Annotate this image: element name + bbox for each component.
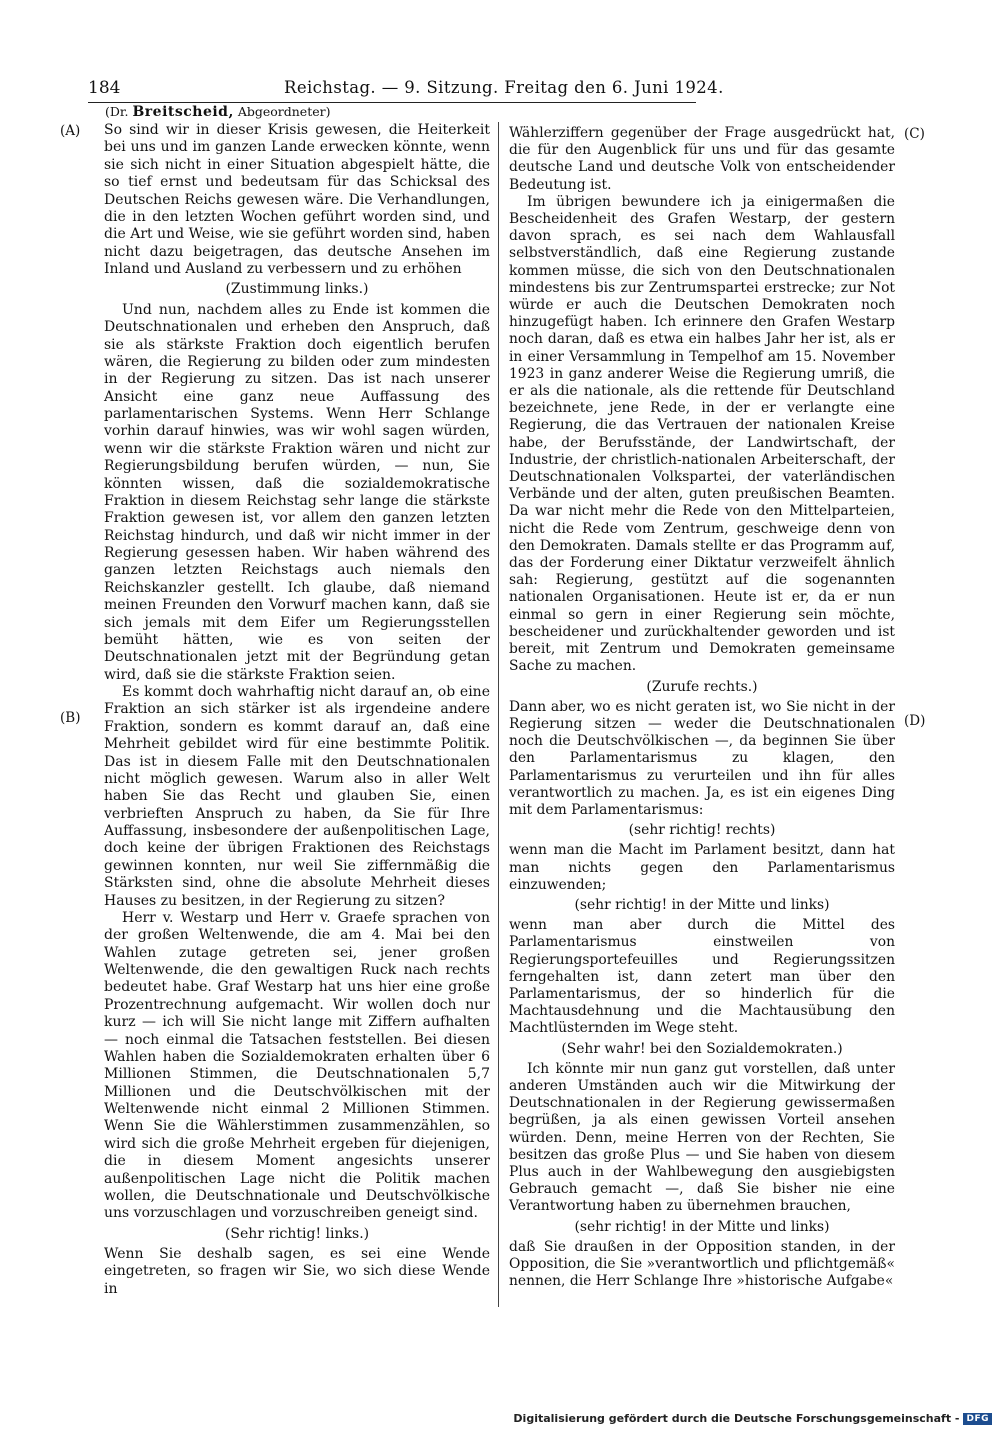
interjection: (sehr richtig! rechts) [628,822,776,839]
interjection: (sehr richtig! in der Mitte und links) [574,896,830,913]
interjection: (sehr richtig! in der Mitte und links) [574,1218,830,1235]
paragraph: wenn man aber durch die Mittel des Parlamentarismus einstweilen von Regierungsportefeuilles und Regierungssitzen ferngehalten ist, dann zetert man über den Parlamentarismus, der so hinderlich für die Machtausdehnung und die Machtausübung den Machtlüsternden im Wege steht. [509,917,895,1037]
page-header [88,76,724,103]
speaker-name: Breitscheid, [132,104,234,120]
left-column [104,122,490,1298]
speaker-prefix: (Dr. [105,104,129,119]
right-column [509,125,895,1290]
footer [513,1412,992,1425]
paragraph: Und nun, nachdem alles zu Ende ist kommen die Deutschnationalen und erheben den Anspruch, daß sie als stärkste Fraktion doch eigentlich berufen wären, die Regierung zu bilden oder zum mindesten in der Regierung zu sitzen. Das ist nach unserer Ansicht eine ganz neue Auffassung des parlamentarischen Systems. Wenn Herr Schlange vorhin darauf hinwies, was wir wohl sagen würden, wenn wir die stärkste Fraktion wären und nicht zur Regierungsbildung berufen würden, — nun, Sie könnten wissen, daß die sozialdemokratische Fraktion in diesem Reichstag sehr lange die stärkste Fraktion gewesen ist, vor allem den ganzen letzten Reichstag hindurch, und daß wir nicht immer in der Regierung gesessen haben. Wir haben während des ganzen letzten Reichstags auch niemals den Reichskanzler gestellt. Ich glaube, daß niemand meinen Freunden den Vorwurf machen kann, daß sie sich jemals mit dem Eifer um Regierungsstellen bemüht hätten, wie es von seiten der Deutschnationalen jetzt mit der Begründung getan wird, daß sie die stärkste Fraktion seien. [104,301,490,683]
interjection: (Sehr wahr! bei den Sozialdemokraten.) [561,1040,843,1057]
dfg-logo: DFG [963,1413,992,1425]
page-number: 184 [88,78,121,98]
column-divider [498,122,499,1307]
paragraph: daß Sie draußen in der Opposition standen, in der Opposition, die Sie »verantwortlich und pflichtgemäß« nennen, die Herr Schlange Ihre »historische Aufgabe« [509,1238,895,1290]
paragraph: Wenn Sie deshalb sagen, es sei eine Wende eingetreten, so fragen wir Sie, wo sich diese Wende in [104,1246,490,1297]
running-head: Reichstag. — 9. Sitzung. Freitag den 6. Juni 1924. [284,78,724,97]
speaker-line [105,104,330,120]
paragraph: Herr v. Westarp und Herr v. Graefe sprachen von der großen Weltenwende, die am 4. Mai bei den Wahlen zutage getreten sei, jener großen Weltenwende, die den gewaltigen Ruck nach rechts bedeutet habe. Graf Westarp hat uns hier eine große Prozentrechnung aufgemacht. Wir wollen doch nur kurz — ich will Sie nicht lange mit Ziffern aufhalten — noch einmal die Tatsachen feststellen. Bei diesen Wahlen haben die Sozialdemokraten erhalten über 6 Millionen Stimmen, die Deutschnationalen 5,7 Millionen und die Deutschvölkischen mit der Weltenwende nicht einmal 2 Millionen Stimmen. Wenn Sie die Wählerstimmen zusammenzählen, so wird sich die große Mehrheit ergeben für diejenigen, die in diesem Moment angesichts unserer außenpolitischen Lage nicht die Politik machen wollen, die Deutschnationale und Deutschvölkische uns vorzuschlagen und vorzuschreiben geneigt sind. [104,909,490,1222]
paragraph: Dann aber, wo es nicht geraten ist, wo Sie nicht in der Regierung sitzen — weder die Deutschnationalen noch die Deutschvölkischen —, da beginnen Sie über den Parlamentarismus zu klagen, den Parlamentarismus zu verurteilen und ihn für alles verantwortlich zu machen. Ja, es ist ein eigenes Ding mit dem Parlamentarismus: [509,698,895,818]
interjection: (Zurufe rechts.) [646,678,758,695]
speaker-role: Abgeordneter) [237,104,331,119]
paragraph: wenn man die Macht im Parlament besitzt, dann hat man nichts gegen den Parlamentarismus einzuwenden; [509,842,895,893]
margin-mark-c: (C) [904,126,925,142]
margin-mark-d: (D) [904,713,926,729]
paragraph: Ich könnte mir nun ganz gut vorstellen, daß unter anderen Umständen auch wir die Mitwirkung der Deutschnationalen in der Regierung gewissermaßen begrüßen, ja als einen gewissen Vorteil ansehen würden. Denn, meine Herren von der Rechten, Sie besitzen das große Plus — und Sie haben von diesem Plus auch in der Wahlbewegung den ausgiebigsten Gebrauch gemacht —, daß Sie bisher nie eine Verantwortung haben zu übernehmen brauchen, [509,1060,895,1215]
footer-credit: Digitalisierung gefördert durch die Deutsche Forschungsgemeinschaft - [513,1412,960,1425]
interjection: (Zustimmung links.) [225,281,369,298]
margin-mark-a: (A) [60,123,81,139]
paragraph: So sind wir in dieser Krisis gewesen, die Heiterkeit bei uns und im ganzen Lande erwecken könnte, wenn sie sich nicht in einer Situation abgespielt hätte, die so tief ernst und bedeutsam für das Schicksal des Deutschen Reichs gewesen wäre. Die Verhandlungen, die in den letzten Wochen geführt worden sind, und die Art und Weise, wie sie geführt worden sind, haben nicht dazu beigetragen, das deutsche Ansehen im Inland und Ausland zu verbessern und zu erhöhen [104,122,490,277]
margin-mark-b: (B) [60,710,81,726]
paragraph: Im übrigen bewundere ich ja einigermaßen die Bescheidenheit des Grafen Westarp, der gestern davon sprach, es sei nach dem Wahlausfall selbstverständlich, daß eine Regierung zustande kommen müsse, die sich von den Deutschnationalen mindestens bis zur Zentrumspartei erstrecke; zur Not würde er auch die Deutschen Demokraten noch hinzugefügt haben. Ich erinnere den Grafen Westarp noch daran, daß es etwa ein halbes Jahr her ist, als er in einer Versammlung in Tempelhof am 15. November 1923 in ganz anderer Weise die Regierung umriß, die er als die nationale, als die rettende für Deutschland bezeichnete, jene Rede, in der er verlangte eine Regierung, die das Vertrauen der nationalen Kreise habe, der Berufsstände, der Landwirtschaft, der Industrie, der christlich-nationalen Arbeiterschaft, der Deutschnationalen Volkspartei, der vaterländischen Verbände und der alten, guten preußischen Beamten. Da war nicht mehr die Rede von den Mittelparteien, nicht die Rede vom Zentrum, geschweige denn von den Demokraten. Damals stellte er das Programm auf, das der Forderung einer Diktatur verzweifelt ähnlich sah: Regierung, gestützt auf die sogenannten nationalen Organisationen. Heute ist er, da er nun einmal so gern in einer Regierung sein möchte, bescheidener und zurückhaltender geworden und ist bereit, mit Zentrum und Demokraten gemeinsame Sache zu machen. [509,193,895,675]
paragraph: Wählerziffern gegenüber der Frage ausgedrückt hat, die für den Augenblick für uns und für das gesamte deutsche Land und deutsche Volk von entscheidender Bedeutung ist. [509,125,895,193]
interjection: (Sehr richtig! links.) [224,1225,370,1242]
paragraph: Es kommt doch wahrhaftig nicht darauf an, ob eine Fraktion an sich stärker ist als irgendeine andere Fraktion, sondern es kommt darauf an, daß eine Mehrheit gebildet wird für eine bestimmte Politik. Das ist in diesem Falle mit den Deutschnationalen nicht möglich gewesen. Warum also in aller Welt haben Sie das Recht und glauben Sie, einen verbrieften Anspruch zu haben, da Sie für Ihre Auffassung, insbesondere der außenpolitischen Lage, doch keine der übrigen Fraktionen des Reichstags gewinnen konnten, nur weil Sie ziffernmäßig die Stärksten sind, ohne die absolute Mehrheit dieses Hauses zu besitzen, in der Regierung zu sitzen? [104,684,490,909]
